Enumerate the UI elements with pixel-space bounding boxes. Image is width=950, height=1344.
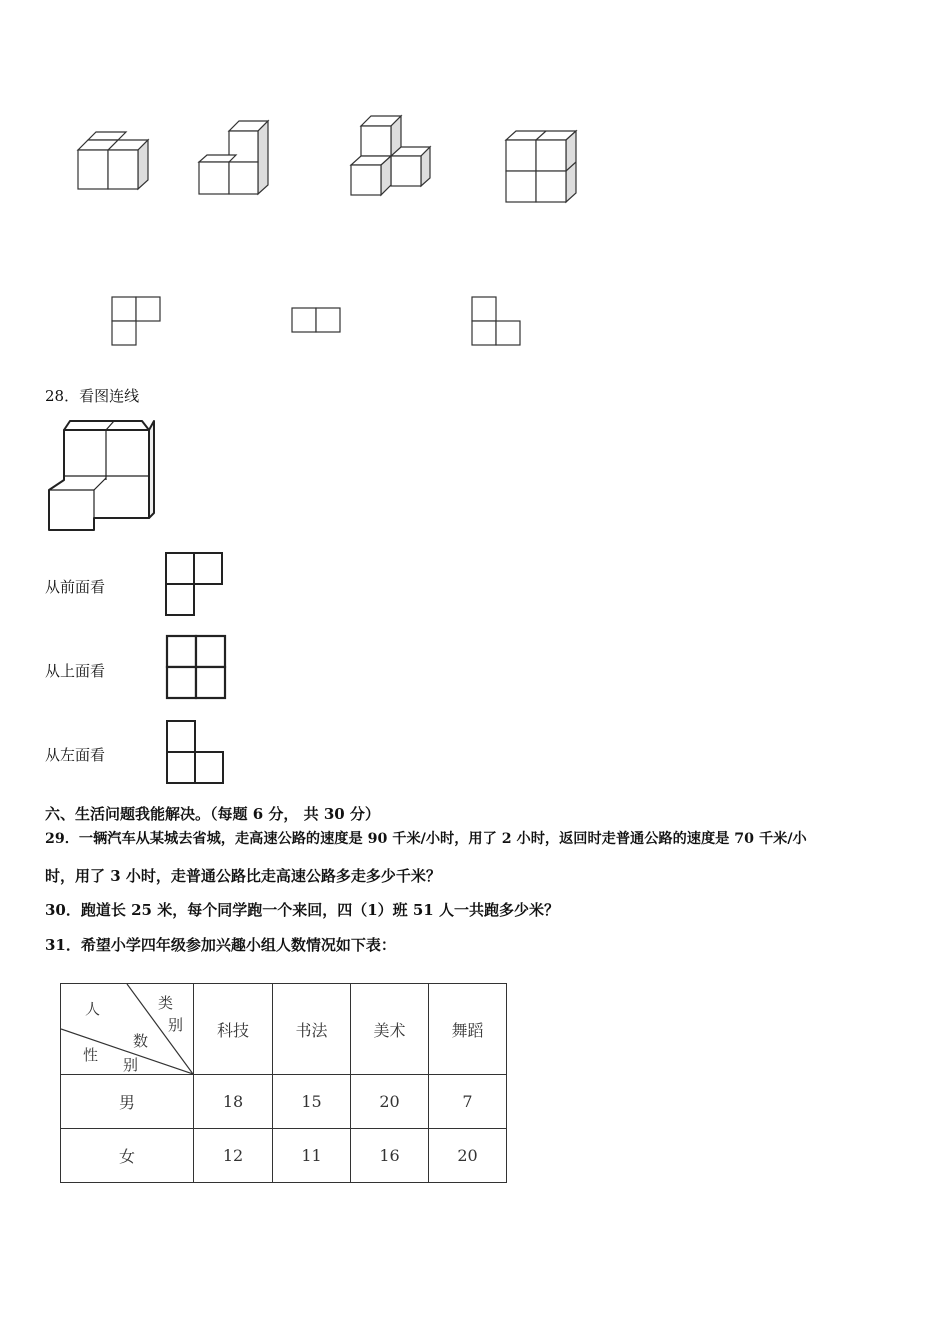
view-shape-2 <box>290 306 345 336</box>
cube-figure-1 <box>70 130 160 200</box>
row-label-female: 女 <box>61 1129 194 1183</box>
table-header-row <box>61 984 507 1075</box>
table-cell: 20 <box>429 1129 507 1183</box>
cube-figure-3 <box>345 110 440 200</box>
q30-text: 30．跑道长 25 米，每个同学跑一个来回，四（1）班 51 人一共跑多少米？ <box>45 901 559 919</box>
table-cell: 12 <box>194 1129 273 1183</box>
q31-text: 31．希望小学四年级参加兴趣小组人数情况如下表： <box>45 936 396 954</box>
cube-figure-4 <box>500 125 585 205</box>
table-cell: 11 <box>273 1129 351 1183</box>
row-label-male: 男 <box>61 1075 194 1129</box>
table-corner-cell <box>61 984 194 1075</box>
header-meishu: 美术 <box>351 984 429 1075</box>
view-label-front: 从前面看 <box>45 578 106 596</box>
q29-line-1: 29．一辆汽车从某城去省城，走高速公路的速度是 90 千米/小时，用了 2 小时，返回时走普通公路的速度是 70 千米/小 <box>45 831 807 847</box>
table-cell: 16 <box>351 1129 429 1183</box>
cube-figure-2 <box>190 115 280 200</box>
corner-ren: 人 <box>85 1000 101 1018</box>
interest-group-table <box>60 983 507 1183</box>
q28-title: 28．看图连线 <box>45 387 140 405</box>
corner-bie1: 别 <box>123 1056 139 1074</box>
header-keji: 科技 <box>194 984 273 1075</box>
view-label-top: 从上面看 <box>45 662 106 680</box>
view-label-left: 从左面看 <box>45 746 106 764</box>
header-shufa: 书法 <box>273 984 351 1075</box>
table-cell: 7 <box>429 1075 507 1129</box>
table-row <box>61 1129 507 1183</box>
corner-lei: 类 <box>158 994 174 1012</box>
top-view-shape <box>163 633 231 703</box>
section-6-heading: 六、生活问题我能解决。（每题 6 分， 共 30 分） <box>45 805 380 823</box>
left-view-shape <box>163 718 229 786</box>
table-cell: 20 <box>351 1075 429 1129</box>
corner-bie2: 别 <box>168 1016 184 1034</box>
front-view-shape <box>162 550 227 618</box>
corner-shu: 数 <box>133 1032 149 1050</box>
table-cell: 18 <box>194 1075 273 1129</box>
table-cell: 15 <box>273 1075 351 1129</box>
view-shape-1 <box>110 295 165 347</box>
view-shape-3 <box>470 295 525 347</box>
table-row <box>61 1075 507 1129</box>
q28-solid-figure <box>44 418 159 536</box>
header-wudao: 舞蹈 <box>429 984 507 1075</box>
q29-line-2: 时，用了 3 小时，走普通公路比走高速公路多走多少千米？ <box>45 867 441 885</box>
corner-xing: 性 <box>83 1046 99 1064</box>
